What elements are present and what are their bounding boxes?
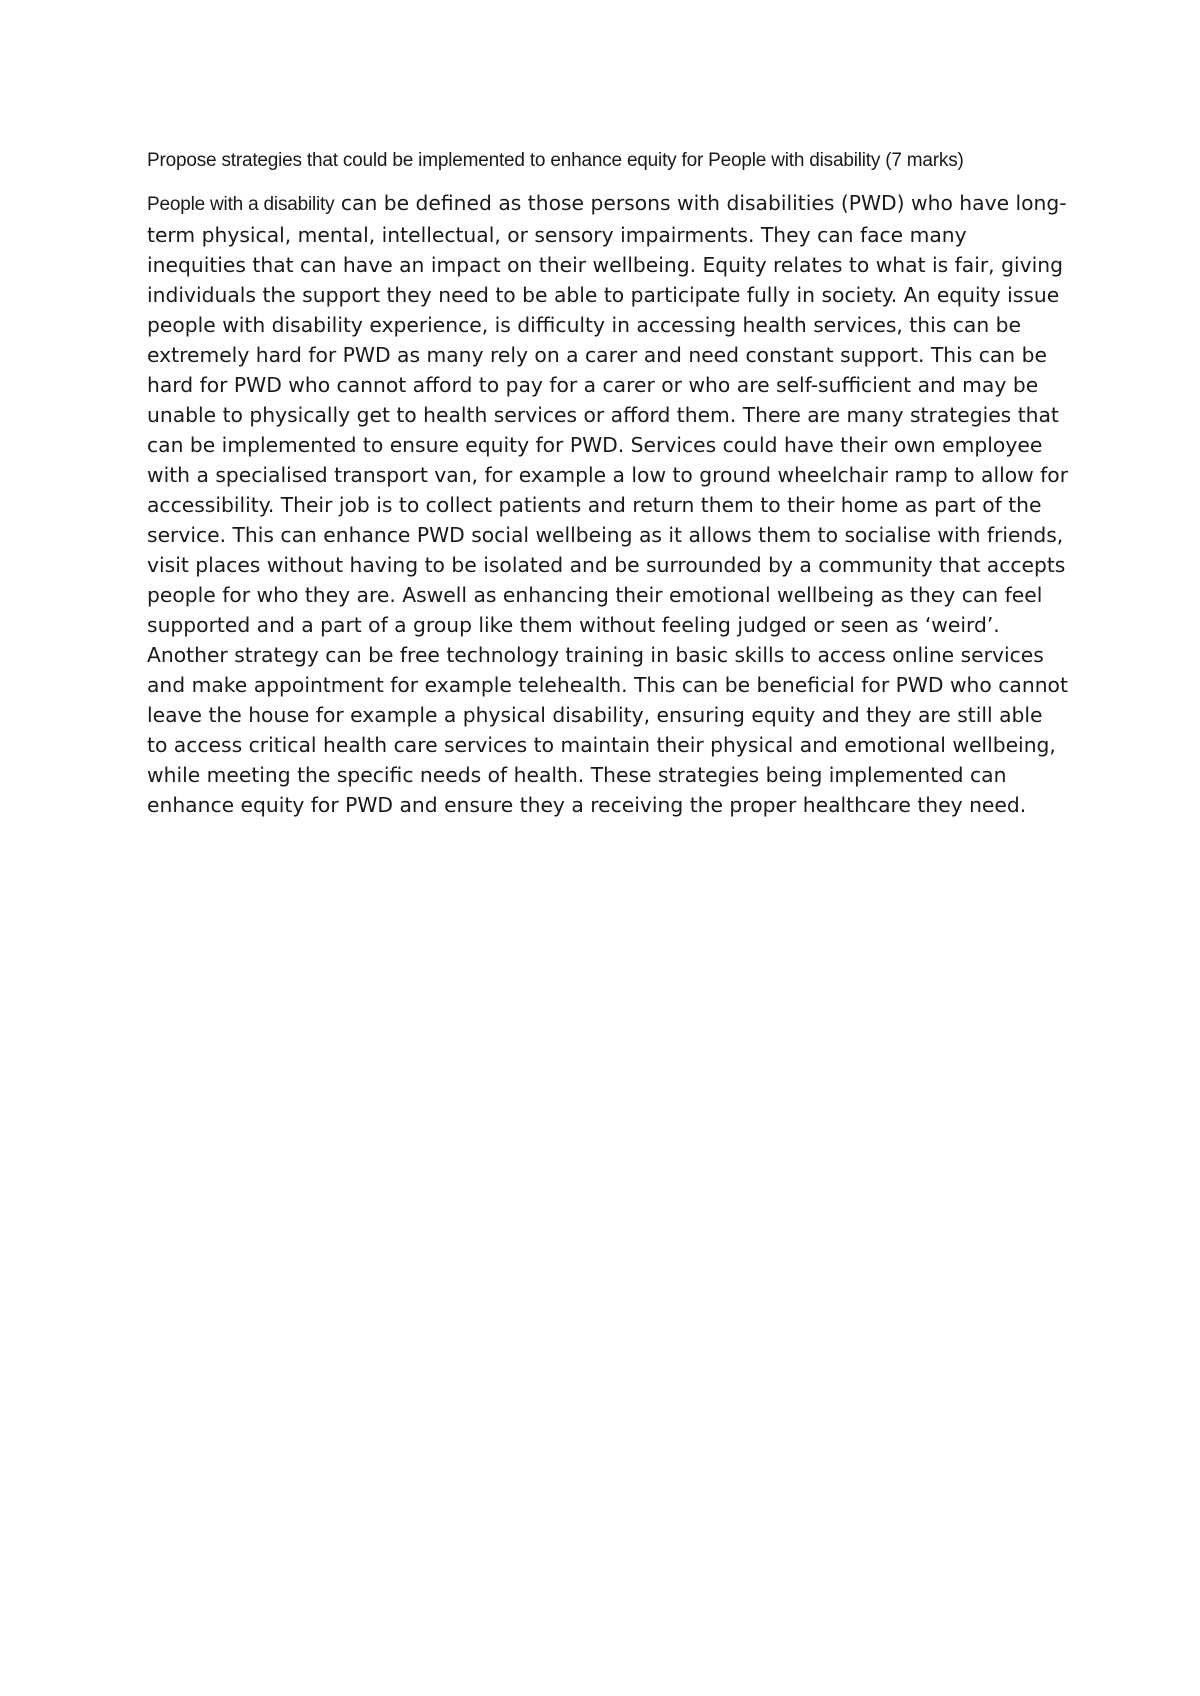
answer-paragraph xyxy=(147,188,1069,820)
answer-body-text: can be defined as those persons with disabilities (PWD) who have long-term physical, mental, intellectual, or sensory impairments. They can face many inequities that can have an impact on their wellbeing. Equity relates to what is fair, giving individuals the support they need to be able to participate fully in society. An equity issue people with disability experience, is difficulty in accessing health services, this can be extremely hard for PWD as many rely on a carer and need constant support. This can be hard for PWD who cannot afford to pay for a carer or who are self-sufficient and may be unable to physically get to health services or afford them. There are many strategies that can be implemented to ensure equity for PWD. Services could have their own employee with a specialised transport van, for example a low to ground wheelchair ramp to allow for accessibility. Their job is to collect patients and return them to their home as part of the service. This can enhance PWD social wellbeing as it allows them to socialise with friends, visit places without having to be isolated and be surrounded by a community that accepts people for who they are. Aswell as enhancing their emotional wellbeing as they can feel supported and a part of a group like them without feeling judged or seen as ‘weird’. Another strategy can be free technology training in basic skills to access online services and make appointment for example telehealth. This can be beneficial for PWD who cannot leave the house for example a physical disability, ensuring equity and they are still able to access critical health care services to maintain their physical and emotional wellbeing, while meeting the specific needs of health. These strategies being implemented can enhance equity for PWD and ensure they a receiving the proper healthcare they need. xyxy=(147,191,1069,817)
document-content xyxy=(147,148,1069,820)
answer-lead-text: People with a disability xyxy=(147,194,335,215)
question-heading: Propose strategies that could be implemented to enhance equity for People with disability (7 marks) xyxy=(147,150,964,171)
